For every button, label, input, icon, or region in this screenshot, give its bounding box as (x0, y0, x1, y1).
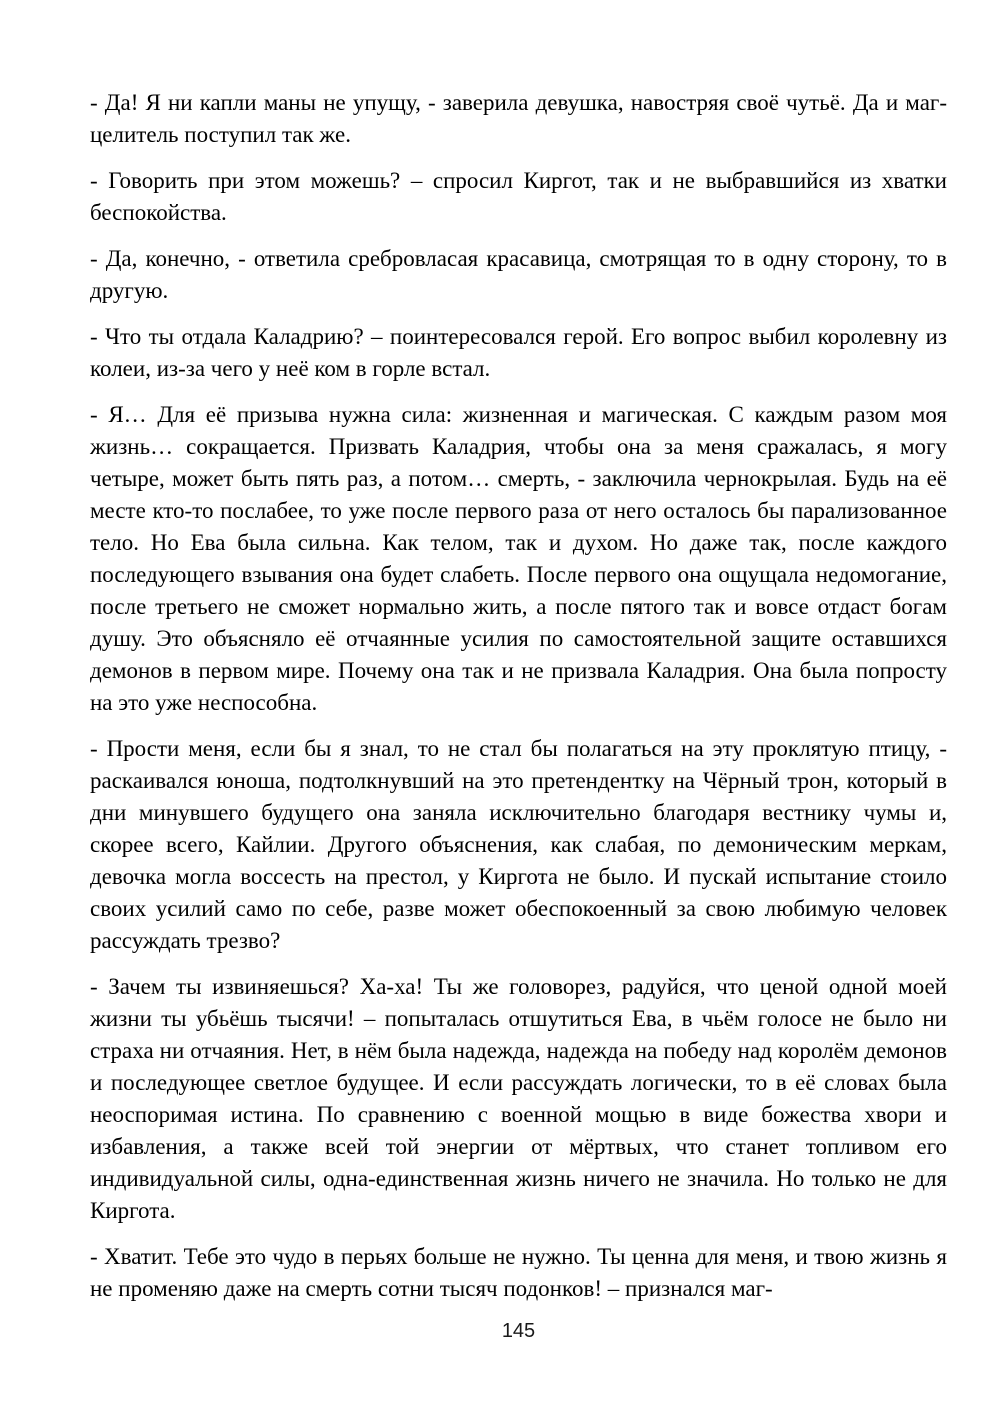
page-text-block (90, 87, 947, 1305)
paragraph: - Прости меня, если бы я знал, то не стал бы полагаться на эту проклятую птицу, - раскаивался юноша, подтолкнувший на это претендентку на Чёрный трон, который в дни минувшего будущего она заняла исключительно благодаря вестнику чумы и, скорее всего, Кайлии. Другого объяснения, как слабая, по демоническим меркам, девочка могла воссесть на престол, у Киргота не было. И пускай испытание стоило своих усилий само по себе, разве может обеспокоенный за свою любимую человек рассуждать трезво? (90, 736, 947, 953)
page-number: 145 (501, 1320, 536, 1342)
paragraph: - Да, конечно, - ответила сребровласая красавица, смотрящая то в одну сторону, то в другую. (90, 246, 947, 303)
paragraph: - Что ты отдала Каладрию? – поинтересовался герой. Его вопрос выбил королевну из колеи, из-за чего у неё ком в горле встал. (90, 324, 947, 381)
paragraph: - Я… Для её призыва нужна сила: жизненная и магическая. С каждым разом моя жизнь… сокращается. Призвать Каладрия, чтобы она за меня сражалась, я могу четыре, может быть пять раз, а потом… смерть, - заключила чернокрылая. Будь на её месте кто-то послабее, то уже после первого раза от него осталось бы парализованное тело. Но Ева была сильна. Как телом, так и духом. Но даже так, после каждого последующего взывания она будет слабеть. После первого она ощущала недомогание, после третьего не сможет нормально жить, а после пятого так и вовсе отдаст богам душу. Это объясняло её отчаянные усилия по самостоятельной защите оставшихся демонов в первом мире. Почему она так и не призвала Каладрия. Она была попросту на это уже неспособна. (90, 402, 947, 715)
paragraph: - Зачем ты извиняешься? Ха-ха! Ты же головорез, радуйся, что ценой одной моей жизни ты убьёшь тысячи! – попыталась отшутиться Ева, в чьём голосе не было ни страха ни отчаяния. Нет, в нём была надежда, надежда на победу над королём демонов и последующее светлое будущее. И если рассуждать логически, то в её словах была неоспоримая истина. По сравнению с военной мощью в виде божества хвори и избавления, а также всей той энергии от мёртвых, что станет топливом его индивидуальной силы, одна-единственная жизнь ничего не значила. Но только не для Киргота. (90, 974, 947, 1223)
paragraph: - Хватит. Тебе это чудо в перьях больше не нужно. Ты ценна для меня, и твою жизнь я не променяю даже на смерть сотни тысяч подонков! – признался маг- (90, 1244, 947, 1301)
paragraph: - Говорить при этом можешь? – спросил Киргот, так и не выбравшийся из хватки беспокойства. (90, 168, 947, 225)
paragraph: - Да! Я ни капли маны не упущу, - заверила девушка, навостряя своё чутьё. Да и маг-целитель поступил так же. (90, 90, 947, 147)
